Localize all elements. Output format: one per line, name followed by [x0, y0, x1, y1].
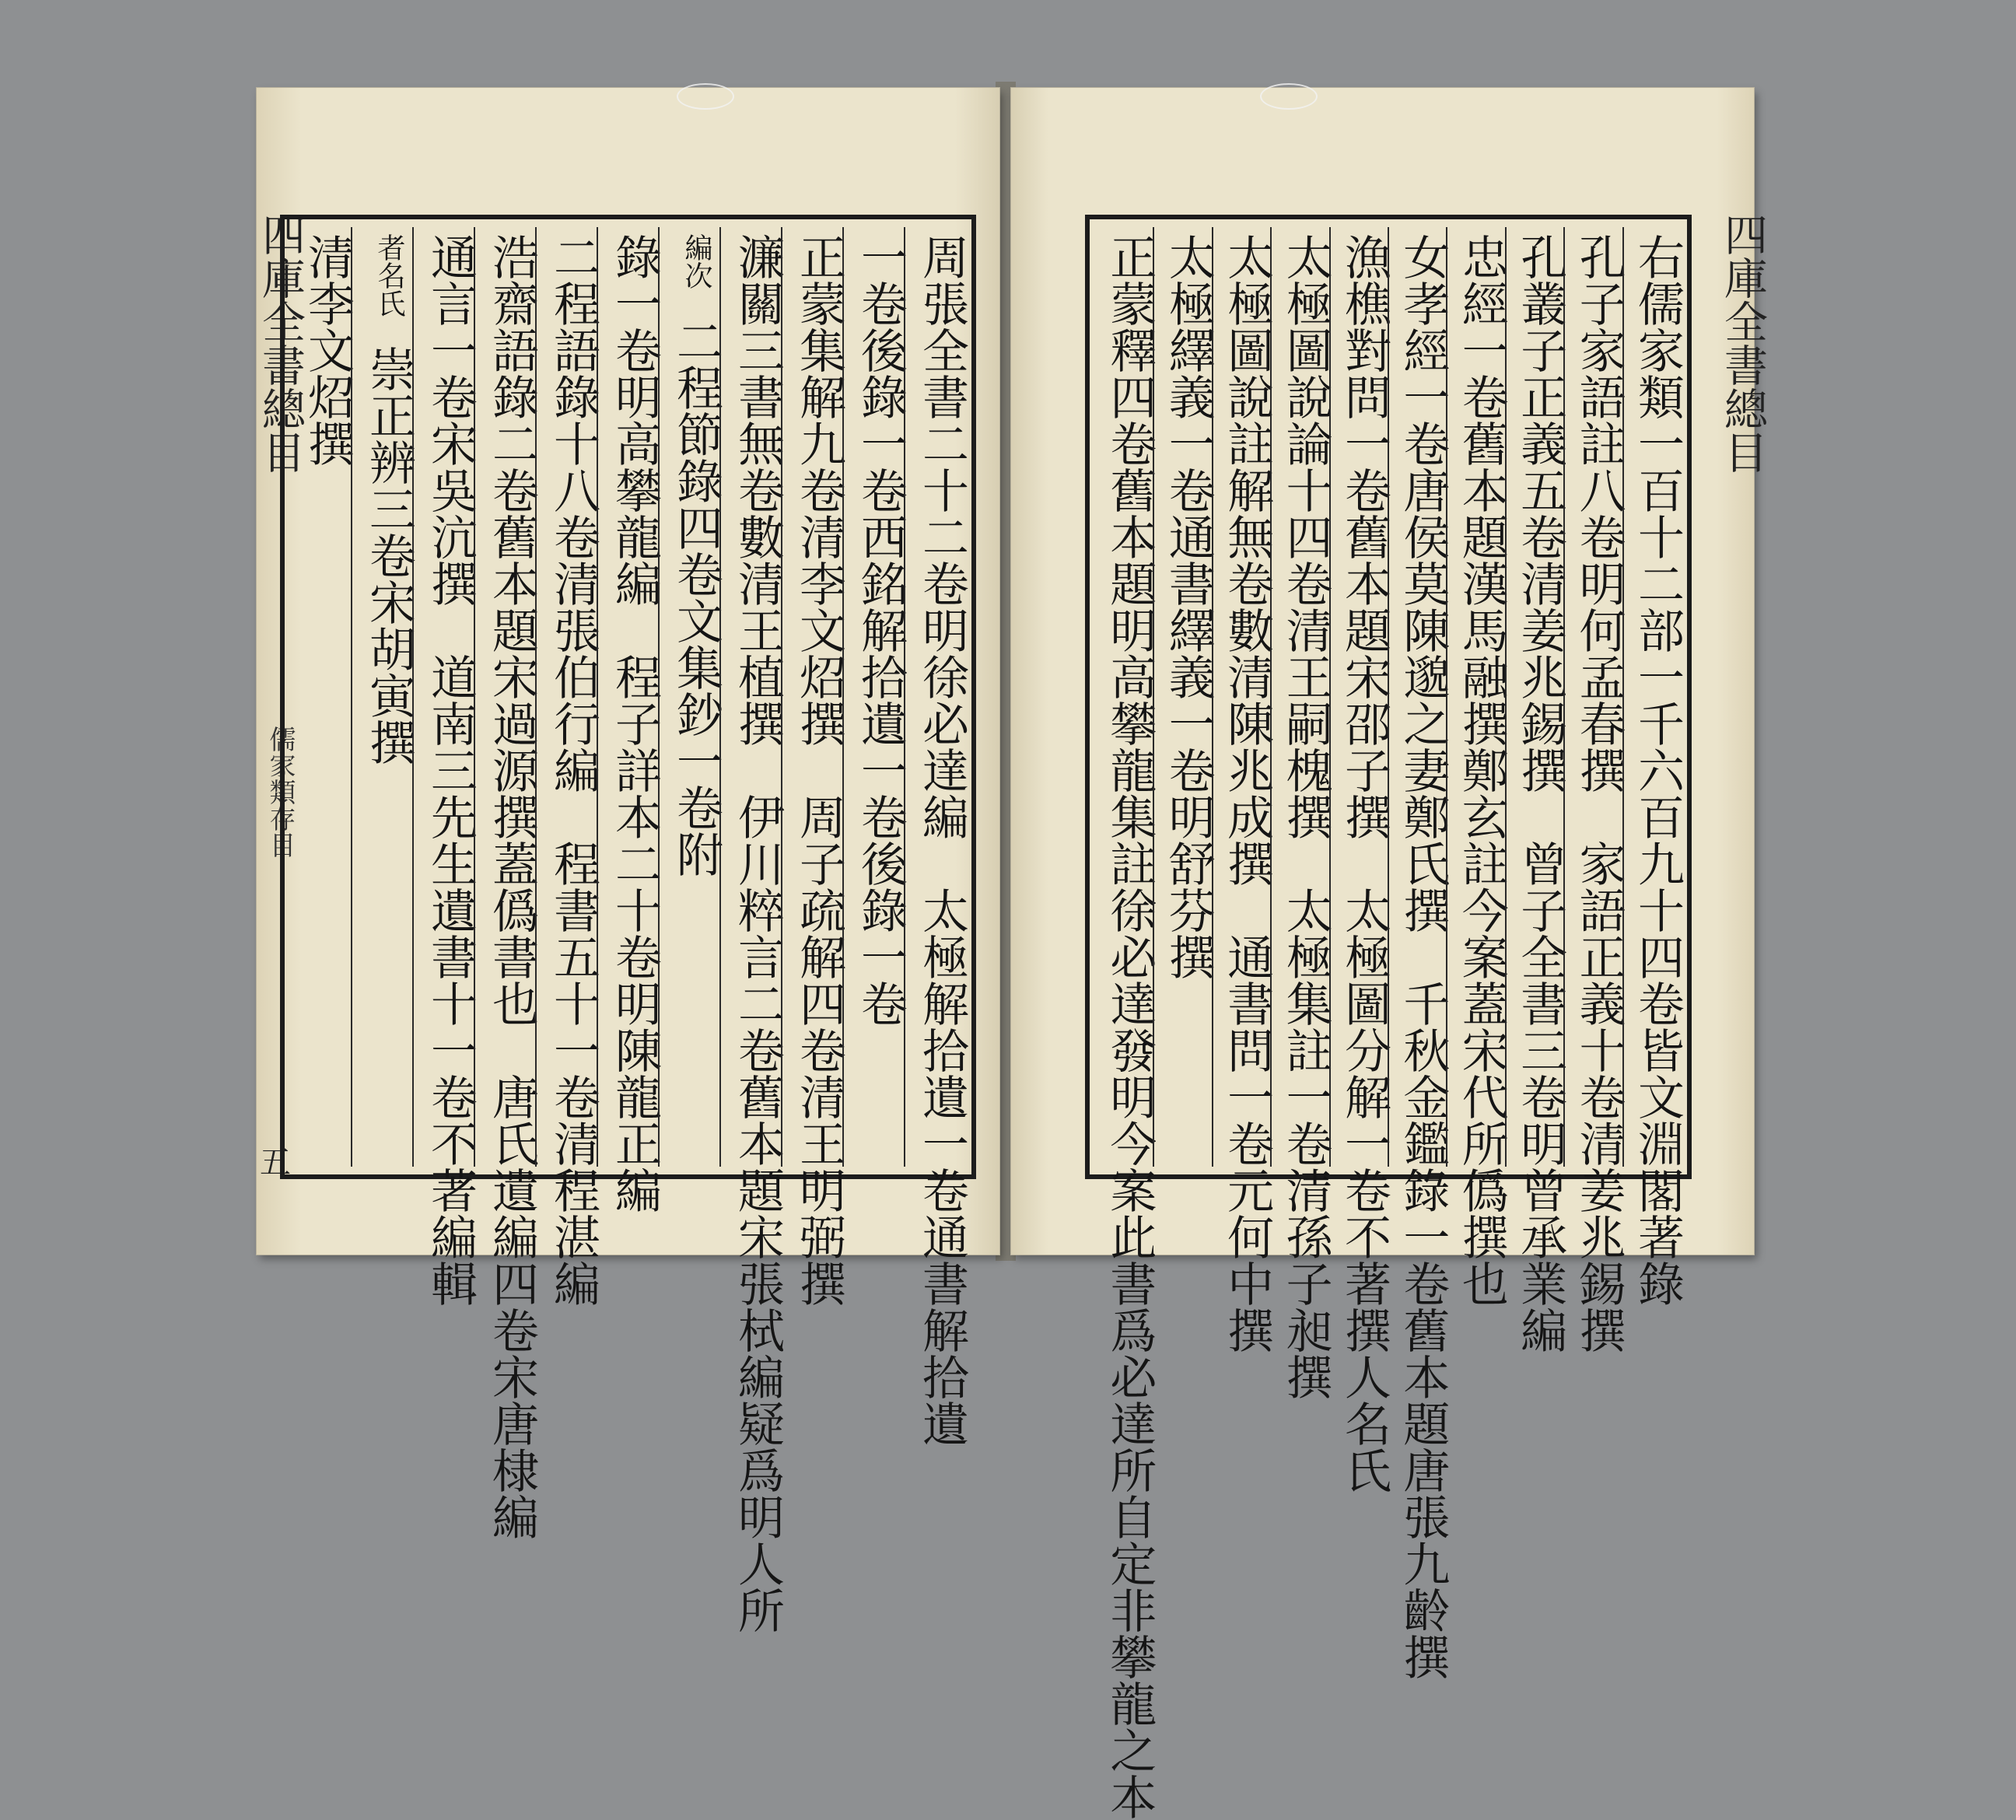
text-column: 者名氏 崇正辨三卷宋胡寅撰	[351, 227, 412, 1167]
text-column: 清李文炤撰	[300, 233, 355, 467]
text-column: 二程語錄十八卷清張伯行編 程書五十一卷清程湛編	[535, 227, 597, 1167]
text-column: 錄一卷明高攀龍編 程子詳本二十卷明陳龍正編	[597, 227, 658, 1167]
left-margin-title: 四庫全書總目	[255, 212, 306, 474]
left-page	[255, 88, 999, 1633]
text-column: 濂關三書無卷數清王植撰 伊川粹言二卷舊本題宋張栻編疑爲明人所	[719, 227, 781, 1167]
text-column: 正蒙釋四卷舊本題明高攀龍集註徐必達發明今案此書爲必達所自定非攀龍之本	[1102, 233, 1157, 1820]
left-text-frame	[280, 215, 976, 1633]
open-book	[233, 82, 1768, 1820]
right-text-frame	[1085, 215, 1692, 1820]
text-column: 周張全書二十二卷明徐必達編 太極解拾遺一卷通書解拾遺	[904, 227, 965, 1167]
text-column: 太極圖說註解無卷數清陳兆成撰 通書問一卷元何中撰	[1212, 227, 1270, 1167]
right-page	[1011, 88, 1768, 1820]
right-margin-title: 四庫全書總目	[1717, 212, 1768, 474]
left-section-label: 儒家類存目	[264, 726, 296, 858]
text-column: 女孝經一卷唐侯莫陳邈之妻鄭氏撰 千秋金鑑錄一卷舊本題唐張九齡撰	[1388, 227, 1446, 1167]
text-column: 編次 二程節錄四卷文集鈔一卷附	[658, 227, 719, 1167]
text-column: 正蒙集解九卷清李文炤撰 周子疏解四卷清王明弼撰	[781, 227, 842, 1167]
text-column: 浩齋語錄二卷舊本題宋過源撰蓋僞書也 唐氏遺編四卷宋唐棣編	[474, 227, 535, 1167]
text-column: 漁樵對問一卷舊本題宋邵子撰 太極圖分解一卷不著撰人名氏	[1329, 227, 1388, 1167]
text-column: 太極繹義一卷通書繹義一卷明舒芬撰	[1153, 227, 1211, 1167]
text-column: 一卷後錄一卷西銘解拾遺一卷後錄一卷	[842, 227, 904, 1167]
binding-thread	[1260, 83, 1318, 110]
text-column: 右儒家類一百十二部一千六百九十四卷皆文淵閣著錄	[1622, 227, 1681, 1167]
binding-thread	[677, 83, 734, 110]
text-column: 通言一卷宋吳沆撰 道南三先生遺書十一卷不著編輯	[412, 227, 474, 1167]
text-column: 太極圖說論十四卷清王嗣槐撰 太極集註一卷清孫子昶撰	[1270, 227, 1328, 1167]
text-column: 孔子家語註八卷明何孟春撰 家語正義十卷清姜兆錫撰	[1563, 227, 1622, 1167]
left-folio: 五	[260, 1145, 291, 1181]
text-column: 孔叢子正義五卷清姜兆錫撰 曾子全書三卷明曾承業編	[1505, 227, 1563, 1167]
text-column: 忠經一卷舊本題漢馬融撰鄭玄註今案蓋宋代所僞撰也	[1446, 227, 1504, 1167]
